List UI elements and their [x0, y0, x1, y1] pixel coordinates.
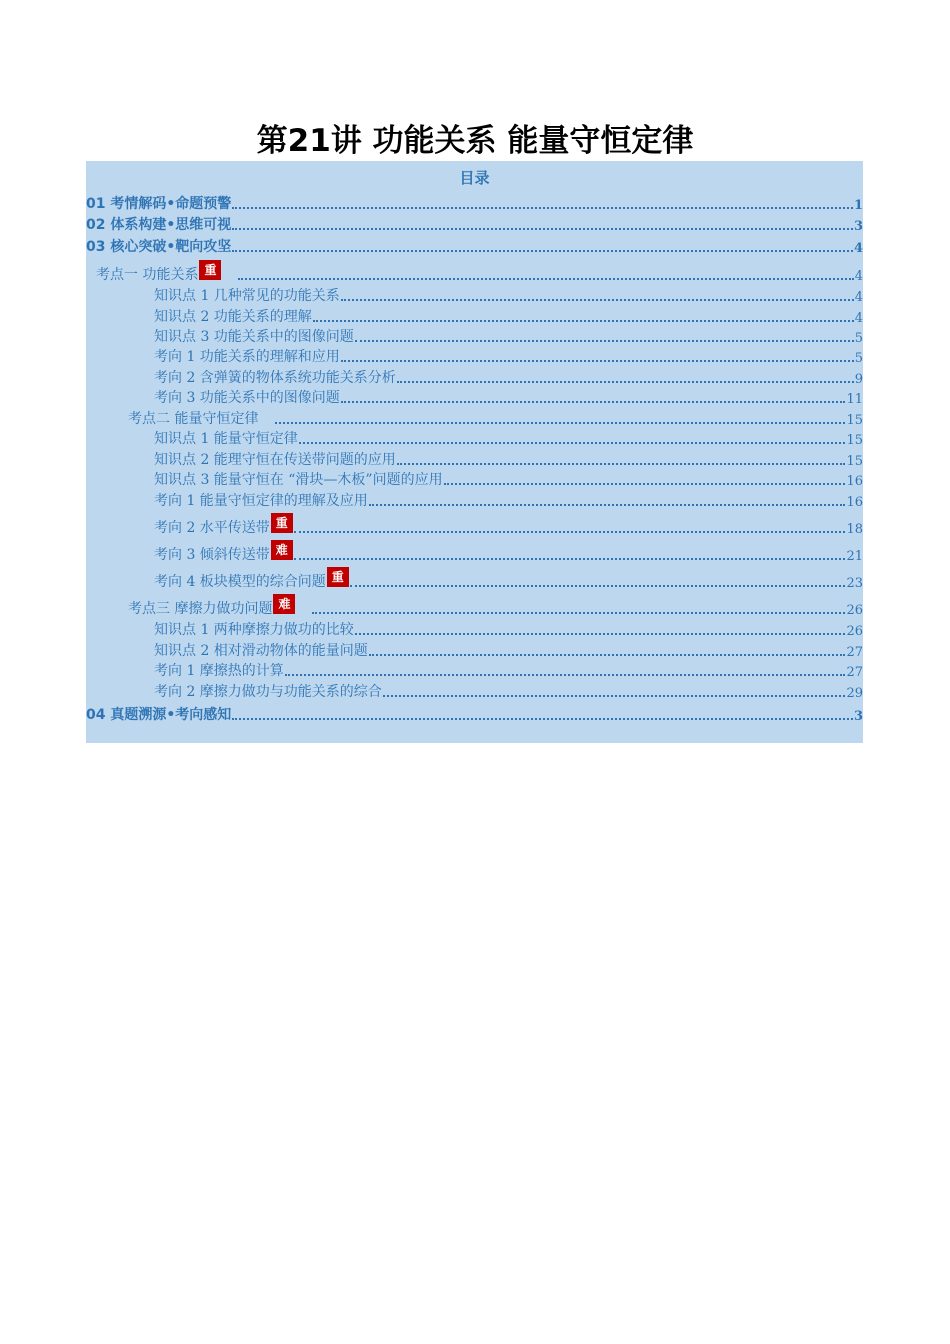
toc-entry-page: 15	[846, 454, 863, 469]
dot-leader	[313, 320, 854, 322]
toc-entry-page: 21	[846, 549, 863, 564]
dot-leader	[299, 442, 846, 444]
toc-entry-direction-2-1[interactable]	[154, 491, 863, 510]
key-point-badge: 重	[271, 513, 293, 533]
toc-entry-page: 4	[853, 241, 863, 256]
toc-entry-label: 01 考情解码•命题预警	[86, 196, 232, 212]
dot-leader	[232, 207, 853, 209]
toc-entry-knowledge-1-2[interactable]	[154, 307, 863, 326]
toc-entry-page: 18	[846, 522, 863, 537]
toc-entry-label: 考向 2 含弹簧的物体系统功能关系分析	[154, 370, 396, 386]
toc-entry-page: 4	[854, 269, 863, 284]
toc-entry-page: 26	[846, 624, 863, 639]
dot-leader	[397, 463, 846, 465]
dot-leader	[397, 381, 854, 383]
toc-entry-label: 知识点 2 能理守恒在传送带问题的应用	[154, 452, 396, 468]
toc-entry-page: 26	[846, 603, 863, 618]
toc-entry-page: 3	[853, 219, 863, 234]
toc-entry-label: 知识点 1 两种摩擦力做功的比较	[154, 622, 354, 638]
toc-entry-direction-3-1[interactable]	[154, 661, 863, 680]
toc-entry-knowledge-1-3[interactable]	[154, 327, 863, 346]
toc-entry-section-03[interactable]	[86, 236, 863, 256]
dot-leader	[444, 483, 846, 485]
toc-entry-label: 考点二 能量守恒定律	[128, 411, 259, 427]
toc-entry-section-01[interactable]	[86, 193, 863, 213]
dot-leader	[369, 654, 846, 656]
toc-entry-page: 1	[853, 198, 863, 213]
toc-entry-page: 16	[846, 495, 863, 510]
document-title: 第21讲 功能关系 能量守恒定律	[256, 123, 694, 159]
toc-entry-label: 知识点 2 功能关系的理解	[154, 309, 312, 325]
toc-entry-page: 4	[854, 290, 863, 305]
dot-leader	[383, 695, 846, 697]
toc-entry-page: 16	[846, 474, 863, 489]
toc-entry-label: 考向 2 水平传送带	[154, 520, 270, 536]
toc-entry-label: 考向 1 摩擦热的计算	[154, 663, 284, 679]
toc-entry-page: 15	[846, 433, 863, 448]
toc-entry-knowledge-3-2[interactable]	[154, 641, 863, 660]
toc-entry-page: 15	[846, 413, 863, 428]
toc-entry-label: 考点一 功能关系	[96, 267, 199, 283]
difficult-point-badge: 难	[273, 594, 295, 614]
toc-entry-direction-2-4[interactable]	[154, 567, 863, 591]
toc-entry-label: 知识点 2 相对滑动物体的能量问题	[154, 643, 368, 659]
toc-entry-page: 11	[846, 392, 863, 407]
table-of-contents	[86, 161, 863, 743]
dot-leader	[238, 278, 853, 280]
dot-leader	[341, 299, 854, 301]
toc-entry-label: 考向 3 倾斜传送带	[154, 547, 270, 563]
toc-heading: 目录	[459, 169, 490, 187]
toc-entry-direction-1-3[interactable]	[154, 388, 863, 407]
toc-entry-label: 知识点 1 能量守恒定律	[154, 431, 298, 447]
toc-entry-label: 知识点 1 几种常见的功能关系	[154, 288, 340, 304]
toc-entry-page: 9	[854, 372, 863, 387]
toc-entry-knowledge-2-1[interactable]	[154, 429, 863, 448]
toc-entry-direction-3-2[interactable]	[154, 682, 863, 701]
toc-entry-section-04[interactable]	[86, 704, 863, 724]
dot-leader	[294, 558, 846, 560]
toc-entry-page: 29	[846, 686, 863, 701]
toc-entry-page: 5	[854, 351, 863, 366]
dot-leader	[232, 228, 853, 230]
toc-entry-section-02[interactable]	[86, 214, 863, 234]
dot-leader	[355, 633, 846, 635]
toc-entry-page: 23	[846, 576, 863, 591]
toc-entry-label: 03 核心突破•靶向攻坚	[86, 239, 232, 255]
toc-entry-page: 3	[853, 709, 863, 724]
toc-entry-direction-2-2[interactable]	[154, 513, 863, 537]
toc-entry-label: 考向 1 功能关系的理解和应用	[154, 349, 340, 365]
toc-entry-page: 27	[846, 645, 863, 660]
dot-leader	[369, 504, 846, 506]
dot-leader	[355, 340, 854, 342]
toc-entry-topic-2[interactable]	[128, 408, 863, 428]
key-point-badge: 重	[199, 260, 221, 280]
toc-entry-knowledge-1-1[interactable]	[154, 286, 863, 305]
toc-entry-label: 02 体系构建•思维可视	[86, 217, 232, 233]
toc-entry-label: 04 真题溯源•考向感知	[86, 707, 232, 723]
dot-leader	[312, 612, 845, 614]
key-point-badge: 重	[327, 567, 349, 587]
dot-leader	[350, 585, 846, 587]
toc-entry-page: 27	[846, 665, 863, 680]
toc-entry-label: 考向 3 功能关系中的图像问题	[154, 390, 340, 406]
toc-entry-knowledge-2-3[interactable]	[154, 470, 863, 489]
toc-entry-topic-3[interactable]	[128, 594, 863, 618]
toc-entry-label: 考点三 摩擦力做功问题	[128, 601, 273, 617]
toc-entry-knowledge-2-2[interactable]	[154, 450, 863, 469]
difficult-point-badge: 难	[271, 540, 293, 560]
toc-entry-direction-1-2[interactable]	[154, 368, 863, 387]
toc-entry-label: 知识点 3 能量守恒在 “滑块—木板”问题的应用	[154, 472, 443, 488]
dot-leader	[285, 674, 846, 676]
toc-entry-label: 考向 2 摩擦力做功与功能关系的综合	[154, 684, 382, 700]
toc-entry-knowledge-3-1[interactable]	[154, 620, 863, 639]
dot-leader	[232, 718, 853, 720]
toc-entry-topic-1[interactable]	[96, 262, 863, 284]
toc-entry-page: 5	[854, 331, 863, 346]
dot-leader	[275, 422, 845, 424]
dot-leader	[341, 401, 846, 403]
dot-leader	[232, 250, 853, 252]
toc-entry-direction-2-3[interactable]	[154, 540, 863, 564]
toc-entry-direction-1-1[interactable]	[154, 347, 863, 366]
toc-entry-label: 知识点 3 功能关系中的图像问题	[154, 329, 354, 345]
toc-entry-label: 考向 1 能量守恒定律的理解及应用	[154, 493, 368, 509]
toc-entry-page: 4	[854, 311, 863, 326]
dot-leader	[341, 360, 854, 362]
toc-entry-label: 考向 4 板块模型的综合问题	[154, 574, 326, 590]
dot-leader	[294, 531, 846, 533]
